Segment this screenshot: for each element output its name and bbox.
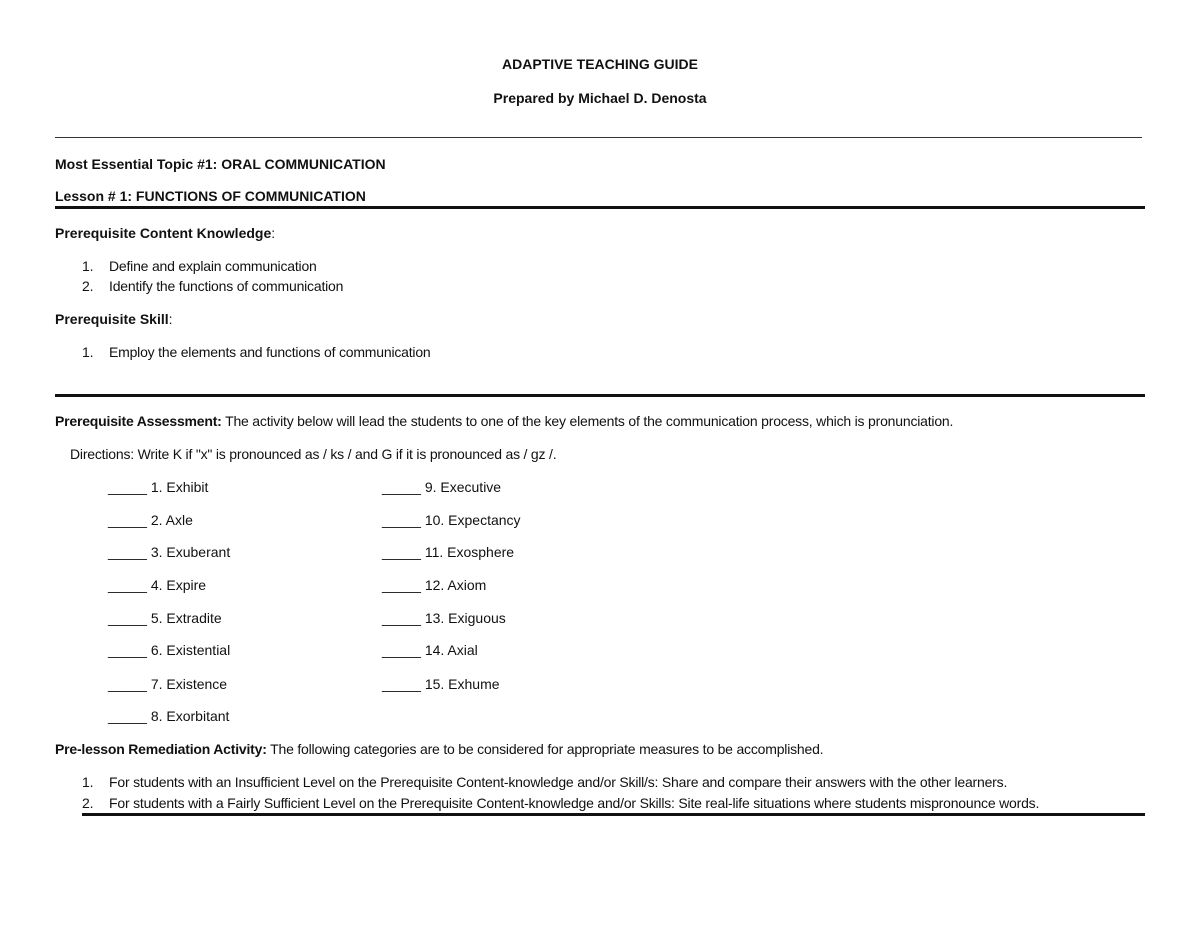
list-item-text: Identify the functions of communication <box>109 278 344 294</box>
answer-blank[interactable]: _____ <box>108 708 147 724</box>
prepared-by: Prepared by Michael D. Denosta <box>493 90 707 106</box>
answer-blank[interactable]: _____ <box>382 642 421 658</box>
assessment-heading: Prerequisite Assessment: <box>55 413 222 429</box>
assessment-item-word: 8. Exorbitant <box>150 708 230 724</box>
document-title: ADAPTIVE TEACHING GUIDE <box>501 56 698 72</box>
assessment-item-word: 2. Axle <box>150 512 193 528</box>
assessment-item-word: 1. Exhibit <box>150 479 209 495</box>
answer-blank[interactable]: _____ <box>108 479 147 495</box>
assessment-item <box>108 479 208 495</box>
assessment-directions: Directions: Write K if "x" is pronounced as / ks / and G if it is pronounced as / gz /. <box>70 446 557 462</box>
answer-blank[interactable]: _____ <box>108 512 147 528</box>
assessment-item <box>382 544 514 560</box>
prereq-knowledge-heading <box>55 225 275 241</box>
assessment-item <box>108 544 230 560</box>
assessment-item <box>108 642 230 658</box>
list-item-number: 1. <box>82 258 94 274</box>
list-item-text: For students with an Insufficient Level on the Prerequisite Content-knowledge and/or Skill/s: Share and compare their answers with the other learners. <box>109 774 1008 790</box>
assessment-item-word: 13. Exiguous <box>424 610 506 626</box>
list-item <box>82 344 431 360</box>
assessment-item <box>108 577 206 593</box>
assessment-text: The activity below will lead the students to one of the key elements of the communication process, which is pronunciation. <box>221 413 954 429</box>
list-item <box>82 795 1039 811</box>
list-item-text: Define and explain communication <box>109 258 317 274</box>
answer-blank[interactable]: _____ <box>108 544 147 560</box>
answer-blank[interactable]: _____ <box>108 610 147 626</box>
assessment-item-word: 3. Exuberant <box>150 544 231 560</box>
remediation-heading: Pre-lesson Remediation Activity: <box>55 741 267 757</box>
answer-blank[interactable]: _____ <box>382 610 421 626</box>
prereq-skill-label: Prerequisite Skill <box>55 311 169 327</box>
assessment-paragraph <box>55 413 953 429</box>
list-item-number: 2. <box>82 278 94 294</box>
assessment-item <box>382 610 506 626</box>
list-item-text: Employ the elements and functions of communication <box>109 344 431 360</box>
assessment-item <box>382 479 501 495</box>
assessment-item <box>382 512 521 528</box>
remediation-paragraph <box>55 741 823 757</box>
list-item-number: 1. <box>82 774 94 790</box>
assessment-item <box>108 676 227 692</box>
list-item <box>82 278 343 294</box>
assessment-item-word: 10. Expectancy <box>424 512 521 528</box>
lesson-heading: Lesson # 1: FUNCTIONS OF COMMUNICATION <box>55 188 366 204</box>
assessment-item-word: 5. Extradite <box>150 610 222 626</box>
answer-blank[interactable]: _____ <box>382 544 421 560</box>
prereq-knowledge-label: Prerequisite Content Knowledge <box>55 225 272 241</box>
assessment-item <box>108 708 229 724</box>
list-item-text: For students with a Fairly Sufficient Level on the Prerequisite Content-knowledge and/or Skills: Site real-life situations where students mispronounce words. <box>109 795 1040 811</box>
section-divider <box>55 394 1145 397</box>
assessment-item-word: 6. Existential <box>150 642 231 658</box>
answer-blank[interactable]: _____ <box>108 676 147 692</box>
assessment-item <box>108 610 222 626</box>
prereq-skill-colon: : <box>168 311 173 327</box>
prereq-knowledge-colon: : <box>271 225 276 241</box>
list-item-number: 1. <box>82 344 94 360</box>
assessment-item <box>382 577 486 593</box>
assessment-item <box>382 642 478 658</box>
topic-heading: Most Essential Topic #1: ORAL COMMUNICATION <box>55 156 386 172</box>
answer-blank[interactable]: _____ <box>108 577 147 593</box>
lesson-divider <box>55 206 1145 209</box>
footer-divider <box>82 813 1145 816</box>
assessment-item-word: 15. Exhume <box>424 676 500 692</box>
prereq-skill-heading <box>55 311 173 327</box>
assessment-item-word: 9. Executive <box>424 479 502 495</box>
list-item <box>82 774 1007 790</box>
answer-blank[interactable]: _____ <box>382 479 421 495</box>
assessment-item <box>108 512 193 528</box>
assessment-item <box>382 676 500 692</box>
list-item-number: 2. <box>82 795 94 811</box>
list-item <box>82 258 317 274</box>
assessment-item-word: 12. Axiom <box>424 577 487 593</box>
header-divider <box>55 137 1142 138</box>
answer-blank[interactable]: _____ <box>108 642 147 658</box>
remediation-text: The following categories are to be considered for appropriate measures to be accomplished. <box>266 741 824 757</box>
assessment-item-word: 11. Exosphere <box>424 544 515 560</box>
assessment-item-word: 14. Axial <box>424 642 478 658</box>
assessment-item-word: 7. Existence <box>150 676 228 692</box>
answer-blank[interactable]: _____ <box>382 676 421 692</box>
assessment-item-word: 4. Expire <box>150 577 207 593</box>
answer-blank[interactable]: _____ <box>382 577 421 593</box>
answer-blank[interactable]: _____ <box>382 512 421 528</box>
